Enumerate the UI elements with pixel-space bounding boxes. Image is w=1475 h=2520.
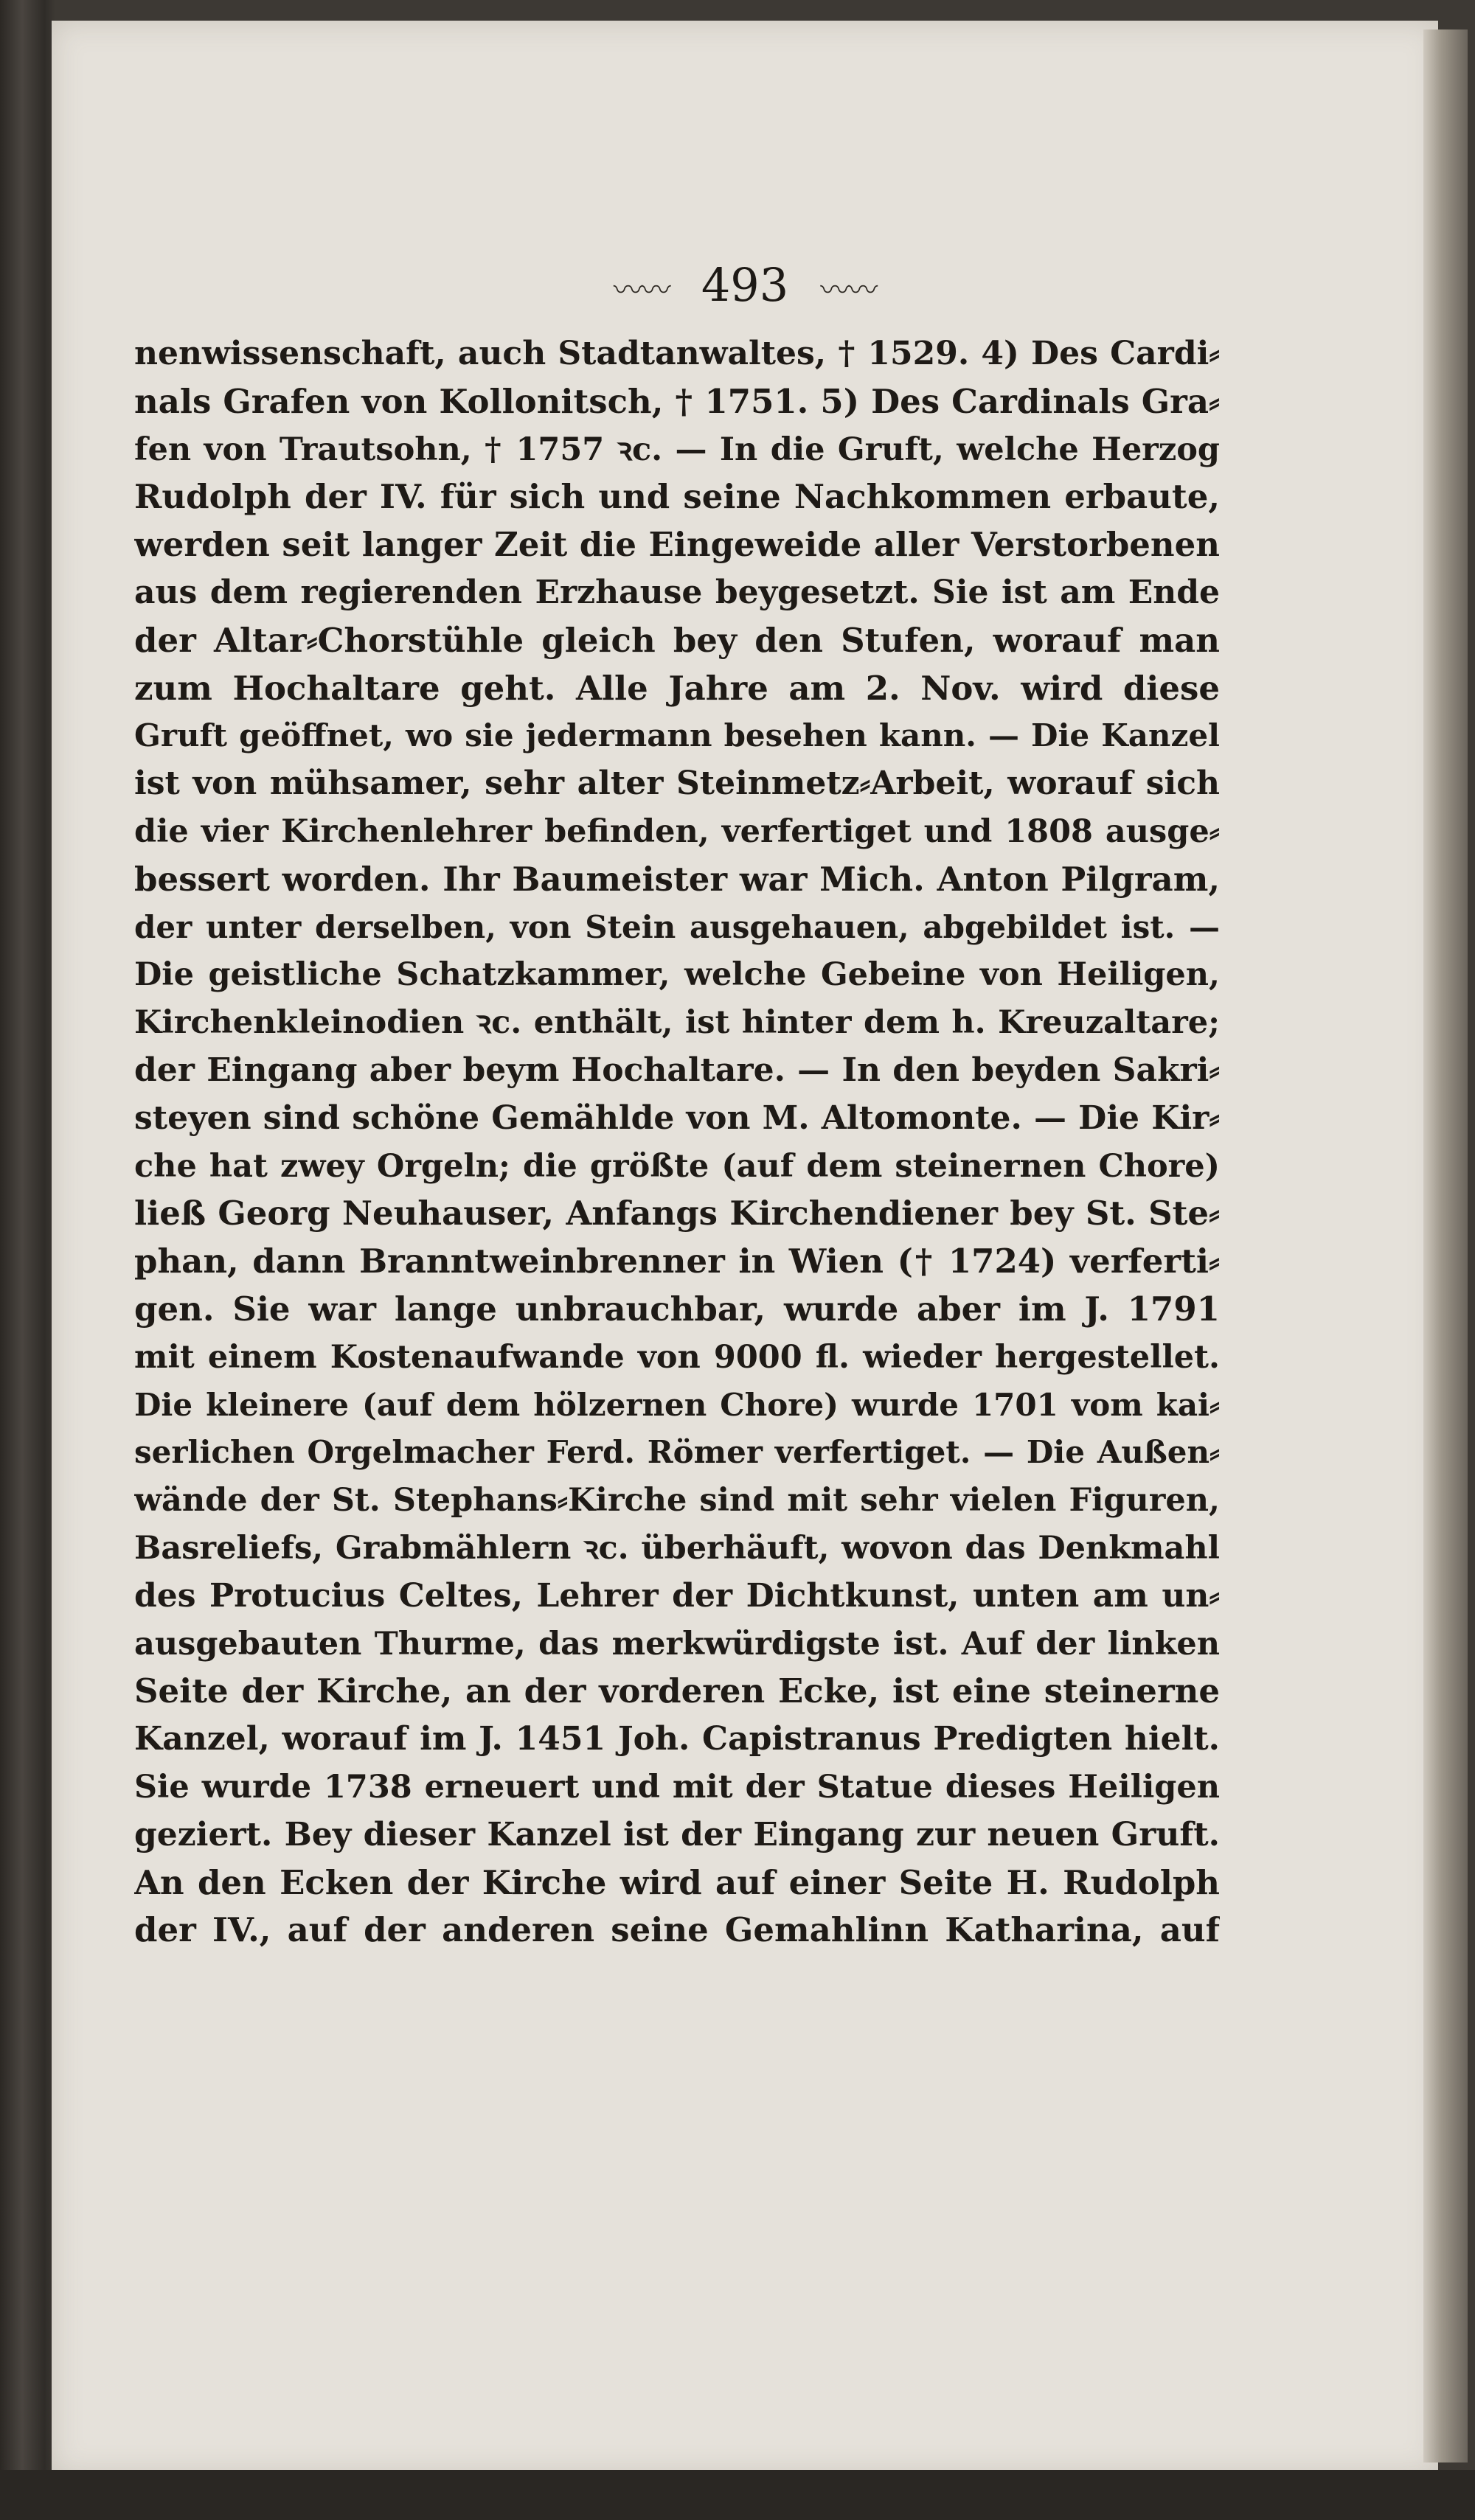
text-line: Basreliefs, Grabmählern ꝛc. überhäuft, wovon das Denkmahl [134, 1529, 1220, 1567]
text-line: ausgebauten Thurme, das merkwürdigste ist. Auf der linken [134, 1625, 1220, 1663]
text-line: der Eingang aber beym Hochaltare. — In den beyden Sakri⸗ [134, 1051, 1220, 1089]
text-line: steyen sind schöne Gemählde von M. Altomonte. — Die Kir⸗ [134, 1099, 1220, 1137]
text-line: des Protucius Celtes, Lehrer der Dichtkunst, unten am un⸗ [134, 1576, 1220, 1615]
text-line: aus dem regierenden Erzhause beygesetzt. Sie ist am Ende [134, 573, 1220, 611]
text-line: Gruft geöffnet, wo sie jedermann besehen kann. — Die Kanzel [134, 717, 1220, 754]
text-line: An den Ecken der Kirche wird auf einer Seite H. Rudolph [134, 1862, 1220, 1902]
text-line: der Altar⸗Chorstühle gleich bey den Stufen, worauf man [134, 620, 1220, 660]
text-line: geziert. Bey dieser Kanzel ist der Eingang zur neuen Gruft. [134, 1815, 1220, 1854]
text-line: che hat zwey Orgeln; die größte (auf dem steinernen Chore) [134, 1147, 1220, 1185]
text-line: mit einem Kostenaufwande von 9000 fl. wieder hergestellet. [134, 1338, 1220, 1376]
text-line: phan, dann Branntweinbrenner in Wien († 1724) verferti⸗ [134, 1242, 1220, 1281]
text-line: ist von mühsamer, sehr alter Steinmetz⸗Arbeit, worauf sich [134, 765, 1220, 803]
text-line: serlichen Orgelmacher Ferd. Römer verfertiget. — Die Außen⸗ [134, 1434, 1220, 1471]
text-line: ließ Georg Neuhauser, Anfangs Kirchendiener bey St. Ste⸗ [134, 1194, 1220, 1233]
body-text [134, 330, 1220, 1955]
text-line: Rudolph der IV. für sich und seine Nachkommen erbaute, [134, 477, 1220, 517]
text-line: werden seit langer Zeit die Eingeweide aller Verstorbenen [134, 525, 1220, 565]
text-line: Kanzel, worauf im J. 1451 Joh. Capistranus Predigten hielt. [134, 1720, 1220, 1758]
text-line: Seite der Kirche, an der vorderen Ecke, ist eine steinerne [134, 1671, 1220, 1711]
text-line: Die geistliche Schatzkammer, welche Gebeine von Heiligen, [134, 956, 1220, 994]
text-line: der unter derselben, von Stein ausgehauen, abgebildet ist. — [134, 908, 1220, 945]
text-line: gen. Sie war lange unbrauchbar, wurde aber im J. 1791 [134, 1289, 1220, 1329]
text-line: fen von Trautsohn, † 1757 ꝛc. — In die Gruft, welche Herzog [134, 431, 1220, 468]
text-line: die vier Kirchenlehrer befinden, verfertiget und 1808 ausge⸗ [134, 812, 1220, 850]
text-line: Die kleinere (auf dem hölzernen Chore) wurde 1701 vom kai⸗ [134, 1386, 1220, 1423]
text-line: nals Grafen von Kollonitsch, † 1751. 5) Des Cardinals Gra⸗ [134, 381, 1220, 421]
text-line: nenwissenschaft, auch Stadtanwaltes, † 1529. 4) Des Cardi⸗ [134, 335, 1220, 372]
right-ornament: 〰〰 [820, 274, 877, 307]
paper-page [52, 21, 1438, 2476]
text-line: bessert worden. Ihr Baumeister war Mich. Anton Pilgram, [134, 859, 1220, 899]
page-header [52, 258, 1438, 332]
text-line: Kirchenkleinodien ꝛc. enthält, ist hinter dem h. Kreuzaltare; [134, 1004, 1220, 1042]
left-ornament: 〰〰 [613, 274, 670, 307]
page-number: 493 [701, 258, 789, 312]
text-line: zum Hochaltare geht. Alle Jahre am 2. Nov. wird diese [134, 668, 1220, 708]
text-line: der IV., auf der anderen seine Gemahlinn Katharina, auf [134, 1910, 1220, 1950]
page-edge-shadow [1423, 29, 1468, 2462]
bottom-shadow [0, 2470, 1475, 2520]
text-line: wände der St. Stephans⸗Kirche sind mit sehr vielen Figuren, [134, 1482, 1220, 1520]
text-line: Sie wurde 1738 erneuert und mit der Statue dieses Heiligen [134, 1768, 1220, 1806]
